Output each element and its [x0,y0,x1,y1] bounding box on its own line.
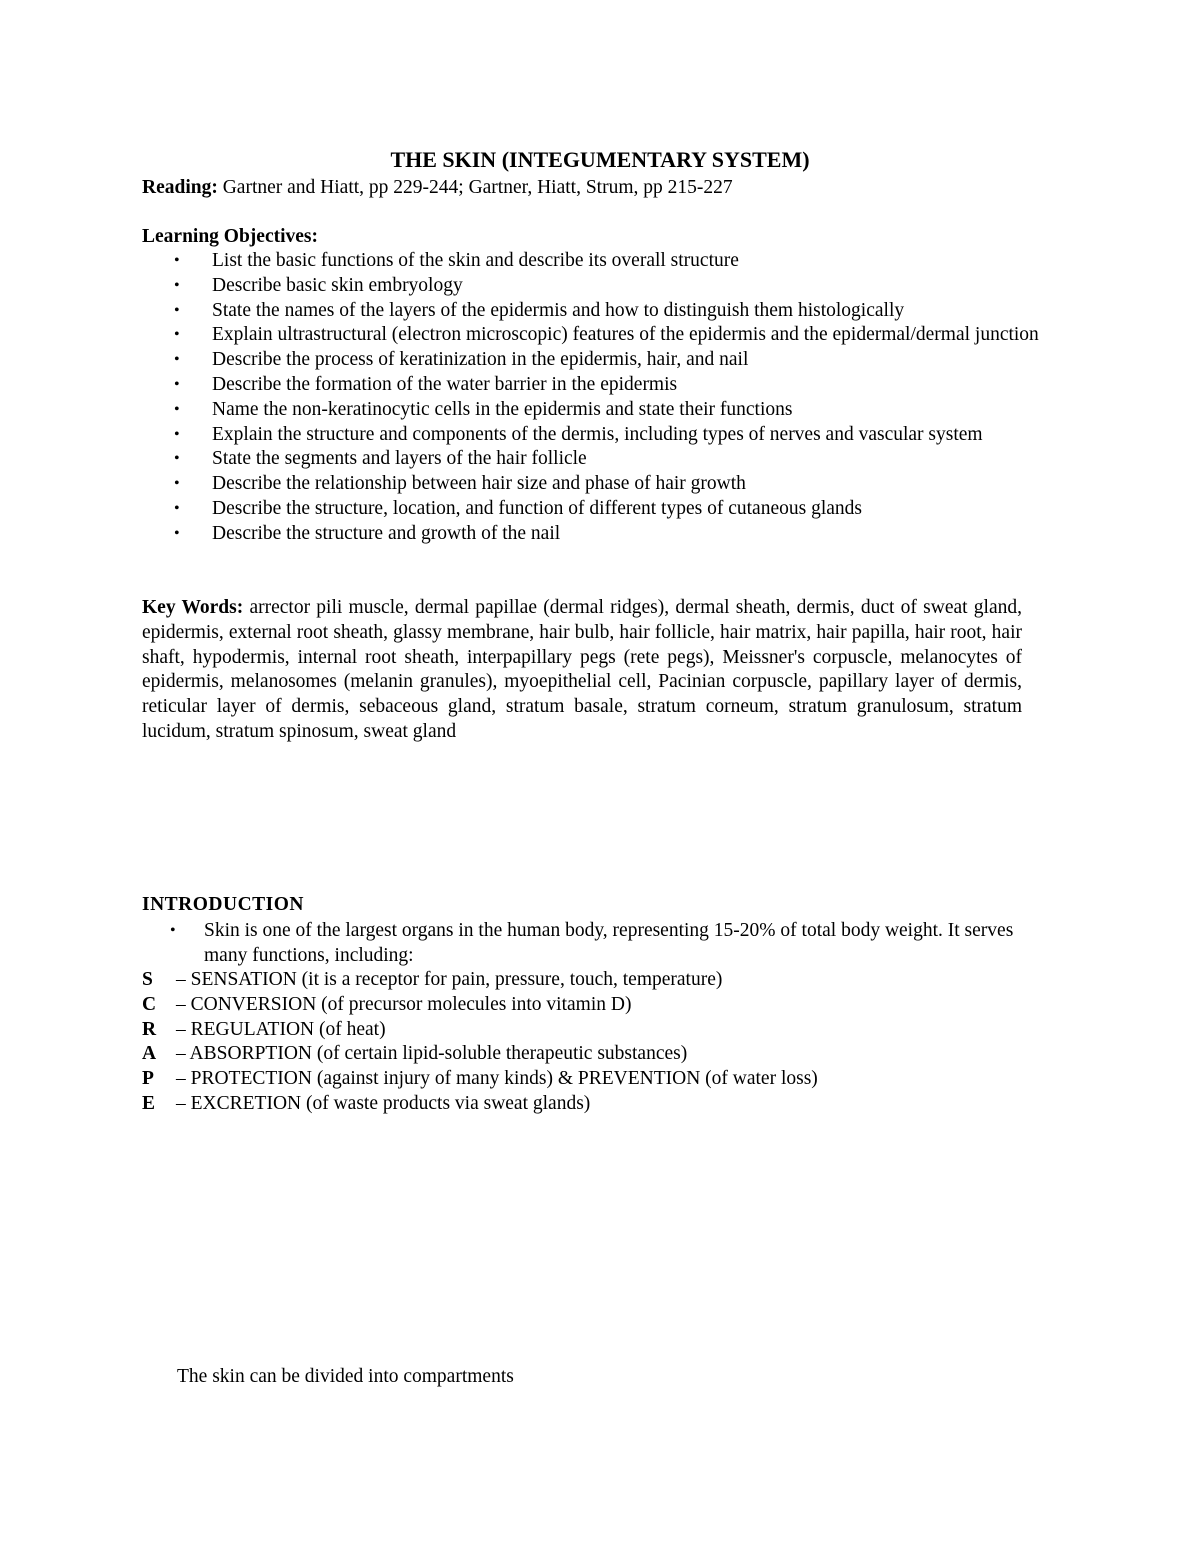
reading-line [142,176,1024,201]
bullet-icon: • [174,252,180,269]
function-letter: R [142,1018,157,1040]
list-item [142,249,1052,274]
function-text: – EXCRETION (of waste products via sweat glands) [176,1092,591,1114]
list-item-text: Describe basic skin embryology [212,274,463,296]
learning-objectives-list [142,249,1052,547]
function-letter: A [142,1043,157,1065]
list-item [142,373,1052,398]
function-letter: E [142,1092,156,1114]
list-item-text: Name the non-keratinocytic cells in the epidermis and state their functions [212,398,793,420]
introduction-bullet [142,919,1052,969]
introduction-bullet-text: Skin is one of the largest organs in the human body, representing 15-20% of total body weight. It serves many functions, including: [204,920,1014,966]
skin-functions-list [142,968,818,1117]
function-text: – SENSATION (it is a receptor for pain, pressure, touch, temperature) [176,969,723,990]
list-item [142,274,1052,299]
function-text: – REGULATION (of heat) [176,1018,386,1040]
bullet-icon: • [174,351,180,369]
key-words-label: Key Words: [142,597,244,618]
list-item [142,472,1052,497]
introduction-heading: INTRODUCTION [142,894,305,915]
list-item [142,968,818,993]
list-item [142,1018,818,1043]
list-item [142,1067,818,1092]
bullet-icon: • [174,301,180,319]
list-item [142,993,818,1018]
list-item [142,1092,818,1117]
bullet-icon: • [174,400,180,418]
list-item-text: List the basic functions of the skin and describe its overall structure [212,250,739,271]
function-letter: C [142,993,157,1015]
list-item-text: Describe the process of keratinization in the epidermis, hair, and nail [212,349,749,371]
bullet-icon: • [170,922,176,939]
list-item [142,348,1052,373]
bullet-icon: • [174,475,180,493]
learning-objectives-heading: Learning Objectives: [142,226,319,247]
function-letter: S [142,969,153,990]
list-item [142,299,1052,324]
list-item-text: Explain the structure and components of the dermis, including types of nerves and vascular system [212,423,983,445]
function-text: – CONVERSION (of precursor molecules into vitamin D) [176,993,632,1015]
bullet-icon: • [174,326,180,344]
list-item-text: Describe the formation of the water barrier in the epidermis [212,373,678,395]
bullet-icon: • [174,276,180,294]
page-title: THE SKIN (INTEGUMENTARY SYSTEM) [390,147,810,172]
key-words-paragraph [142,596,1022,745]
bullet-icon: • [174,450,180,468]
reading-label: Reading: [142,177,218,198]
list-item-text: Describe the relationship between hair size and phase of hair growth [212,473,746,495]
key-words-text: arrector pili muscle, dermal papillae (dermal ridges), dermal sheath, dermis, duct of sweat gland, epidermis, external root sheath, glassy membrane, hair bulb, hair follicle, hair matrix, hair papilla, hair root, hair shaft, hypodermis, internal root sheath, interpapillary pegs (rete pegs), Meissner's corpuscle, melanocytes of epidermis, melanosomes (melanin granules), myoepithelial cell, Pacinian corpuscle, papillary layer of dermis, reticular layer of dermis, sebaceous gland, stratum basale, stratum corneum, stratum granulosum, stratum lucidum, stratum spinosum, sweat gland [142,597,1022,742]
bullet-icon: • [174,375,180,393]
list-item [142,1042,818,1067]
bullet-icon: • [174,524,180,542]
compartments-sentence: The skin can be divided into compartments [177,1366,514,1387]
reading-text: Gartner and Hiatt, pp 229-244; Gartner, Hiatt, Strum, pp 215-227 [217,177,733,198]
list-item [142,497,1052,522]
list-item [142,447,1052,472]
list-item [142,323,1052,348]
bullet-icon: • [174,499,180,517]
function-letter: P [142,1068,154,1090]
list-item-text: Describe the structure, location, and function of different types of cutaneous glands [212,497,862,519]
list-item-text: State the segments and layers of the hair follicle [212,448,587,470]
list-item-text: State the names of the layers of the epidermis and how to distinguish them histologically [212,299,905,321]
list-item [142,522,1052,547]
list-item [142,423,1052,448]
list-item-text: Describe the structure and growth of the nail [212,522,561,544]
list-item-text: Explain ultrastructural (electron microscopic) features of the epidermis and the epidermal/dermal junction [212,324,1039,346]
function-text: – PROTECTION (against injury of many kinds) & PREVENTION (of water loss) [176,1068,818,1090]
bullet-icon: • [174,425,180,443]
function-text: – ABSORPTION (of certain lipid-soluble therapeutic substances) [176,1043,688,1065]
list-item [142,398,1052,423]
